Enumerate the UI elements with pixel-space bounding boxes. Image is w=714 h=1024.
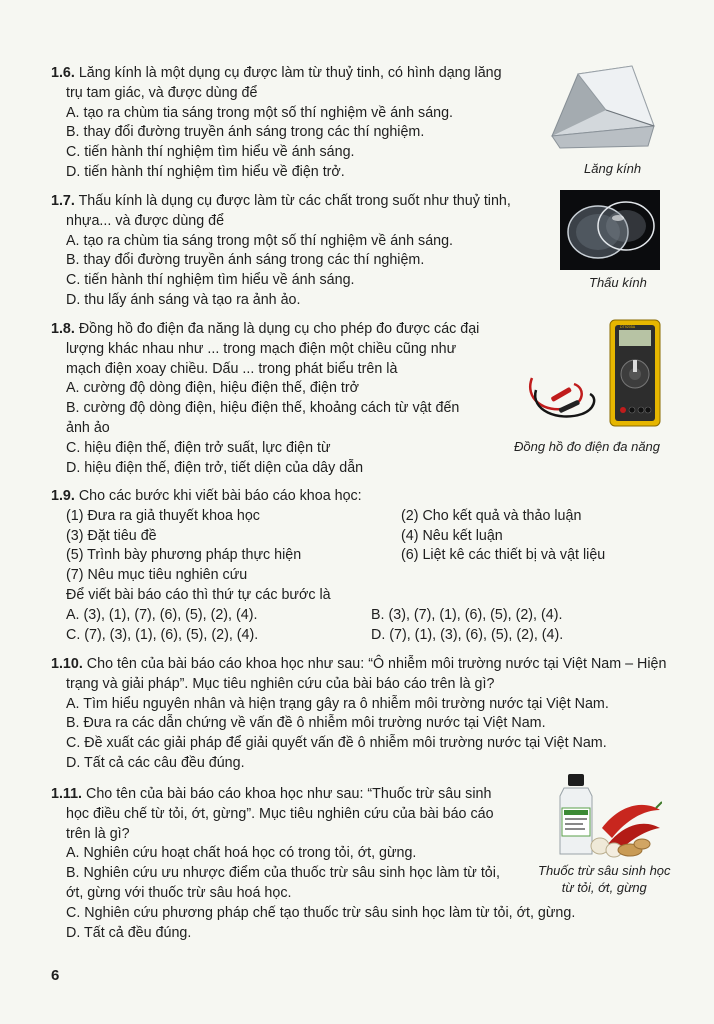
question-number: 1.11. xyxy=(51,786,83,802)
question-1-6 xyxy=(51,64,502,183)
option-d: D. thu lấy ánh sáng và tạo ra ảnh ảo. xyxy=(66,291,301,308)
option-d: D. Tất cả đều đúng. xyxy=(66,924,192,941)
prism-caption: Lăng kính xyxy=(584,161,642,176)
step-7: (7) Nêu mục tiêu nghiên cứu xyxy=(66,567,248,584)
option-c: C. (7), (3), (1), (6), (5), (2), (4). xyxy=(66,626,259,643)
question-number: 1.6. xyxy=(51,65,75,81)
step-4: (4) Nêu kết luận xyxy=(401,527,503,544)
question-text: Thấu kính là dụng cụ được làm từ các chất trong suốt như thuỷ tinh, xyxy=(78,193,511,209)
question-text: nhựa... và được dùng để xyxy=(66,212,225,229)
question-text: Cho các bước khi viết bài báo cáo khoa học: xyxy=(78,488,362,504)
pesticide-caption-line2: từ tỏi, ớt, gừng xyxy=(561,880,647,895)
question-text: Đồng hồ đo điện đa năng là dụng cụ cho phép đo được các đại xyxy=(78,321,480,337)
option-d: D. hiệu điện thế, điện trở, tiết diện của dây dẫn xyxy=(66,459,364,476)
pesticide-image xyxy=(556,774,662,858)
option-b: B. Nghiên cứu ưu nhược điểm của thuốc trừ sâu sinh học làm từ tỏi, xyxy=(66,865,500,882)
step-5: (5) Trình bày phương pháp thực hiện xyxy=(66,547,302,564)
option-d: D. Tất cả các câu đều đúng. xyxy=(66,754,245,771)
question-1-9 xyxy=(51,487,651,645)
question-text: Để viết bài báo cáo thì thứ tự các bước là xyxy=(66,586,331,603)
step-1: (1) Đưa ra giả thuyết khoa học xyxy=(66,507,260,524)
lens-caption: Thấu kính xyxy=(589,275,647,290)
step-6: (6) Liệt kê các thiết bị và vật liệu xyxy=(401,547,606,564)
question-text: trụ tam giác, và được dùng để xyxy=(66,84,258,101)
option-b: B. thay đổi đường truyền ánh sáng trong các thí nghiệm. xyxy=(66,252,425,269)
pesticide-caption xyxy=(538,862,671,896)
option-a: A. Nghiên cứu hoạt chất hoá học có trong tỏi, ớt, gừng. xyxy=(66,845,417,862)
lens-image xyxy=(560,190,660,270)
option-a: A. cường độ dòng điện, hiệu điện thế, điện trở xyxy=(66,380,360,397)
question-number: 1.10. xyxy=(51,656,83,672)
question-text: lượng khác nhau như ... trong mạch điện một chiều cũng như xyxy=(66,340,457,357)
option-d: D. (7), (1), (3), (6), (5), (2), (4). xyxy=(371,626,564,643)
option-b-continued: ảnh ảo xyxy=(66,419,110,436)
option-b: B. (3), (7), (1), (6), (5), (2), (4). xyxy=(371,606,563,623)
page-number: 6 xyxy=(51,967,60,984)
question-1-8 xyxy=(51,320,479,478)
multimeter-caption: Đồng hồ đo điện đa năng xyxy=(514,439,661,454)
question-text: Cho tên của bài báo cáo khoa học như sau: “Ô nhiễm môi trường nước tại Việt Nam – Hiện xyxy=(86,656,667,672)
option-b: B. cường độ dòng điện, hiệu điện thế, khoảng cách từ vật đến xyxy=(66,400,460,417)
question-1-7 xyxy=(51,192,511,311)
multimeter-image xyxy=(524,318,662,430)
question-number: 1.7. xyxy=(51,193,75,209)
question-text: Lăng kính là một dụng cụ được làm từ thuỷ tinh, có hình dạng lăng xyxy=(78,65,502,81)
option-c: C. tiến hành thí nghiệm tìm hiểu về ánh sáng. xyxy=(66,272,355,289)
question-text: học điều chế từ tỏi, ớt, gừng”. Mục tiêu nghiên cứu của bài báo cáo xyxy=(66,805,494,822)
option-c: C. tiến hành thí nghiệm tìm hiểu về ánh sáng. xyxy=(66,144,355,161)
option-a: A. tạo ra chùm tia sáng trong một số thí nghiệm về ánh sáng. xyxy=(66,104,454,121)
question-text: trạng và giải pháp”. Mục tiêu nghiên cứu của bài báo cáo trên là gì? xyxy=(66,675,495,692)
option-d: D. tiến hành thí nghiệm tìm hiểu về điện trở. xyxy=(66,163,345,180)
option-b: B. thay đổi đường truyền ánh sáng trong các thí nghiệm. xyxy=(66,124,425,141)
question-number: 1.8. xyxy=(51,321,75,337)
option-c: C. Đề xuất các giải pháp để giải quyết vấn đề ô nhiễm môi trường nước tại Việt Nam. xyxy=(66,735,607,752)
question-text: trên là gì? xyxy=(66,825,130,842)
option-c: C. Nghiên cứu phương pháp chế tạo thuốc trừ sâu sinh học làm từ tỏi, ớt, gừng. xyxy=(66,904,576,921)
meter-display xyxy=(619,330,651,346)
prism-image xyxy=(548,60,660,152)
question-text: Cho tên của bài báo cáo khoa học như sau: “Thuốc trừ sâu sinh xyxy=(86,786,492,802)
option-b: B. Đưa ra các dẫn chứng về vấn đề ô nhiễm môi trường nước tại Việt Nam. xyxy=(66,715,546,732)
option-a: A. Tìm hiểu nguyên nhân và hiện trạng gây ra ô nhiễm môi trường nước tại Việt Nam. xyxy=(66,695,609,712)
question-1-11 xyxy=(51,785,575,943)
pesticide-caption-line1: Thuốc trừ sâu sinh học xyxy=(538,863,671,878)
option-b-continued: ớt, gừng với thuốc trừ sâu hoá học. xyxy=(66,884,292,901)
question-1-10 xyxy=(51,655,666,774)
question-text: mạch điện xoay chiều. Dấu ... trong phát biểu trên là xyxy=(66,360,398,377)
question-number: 1.9. xyxy=(51,488,75,504)
meter-model-label: DT9205A xyxy=(620,325,636,329)
step-3: (3) Đặt tiêu đề xyxy=(66,527,157,544)
option-a: A. (3), (1), (7), (6), (5), (2), (4). xyxy=(66,606,258,623)
step-2: (2) Cho kết quả và thảo luận xyxy=(401,507,582,524)
option-a: A. tạo ra chùm tia sáng trong một số thí nghiệm về ánh sáng. xyxy=(66,232,454,249)
option-c: C. hiệu điện thế, điện trở suất, lực điện từ xyxy=(66,439,331,456)
